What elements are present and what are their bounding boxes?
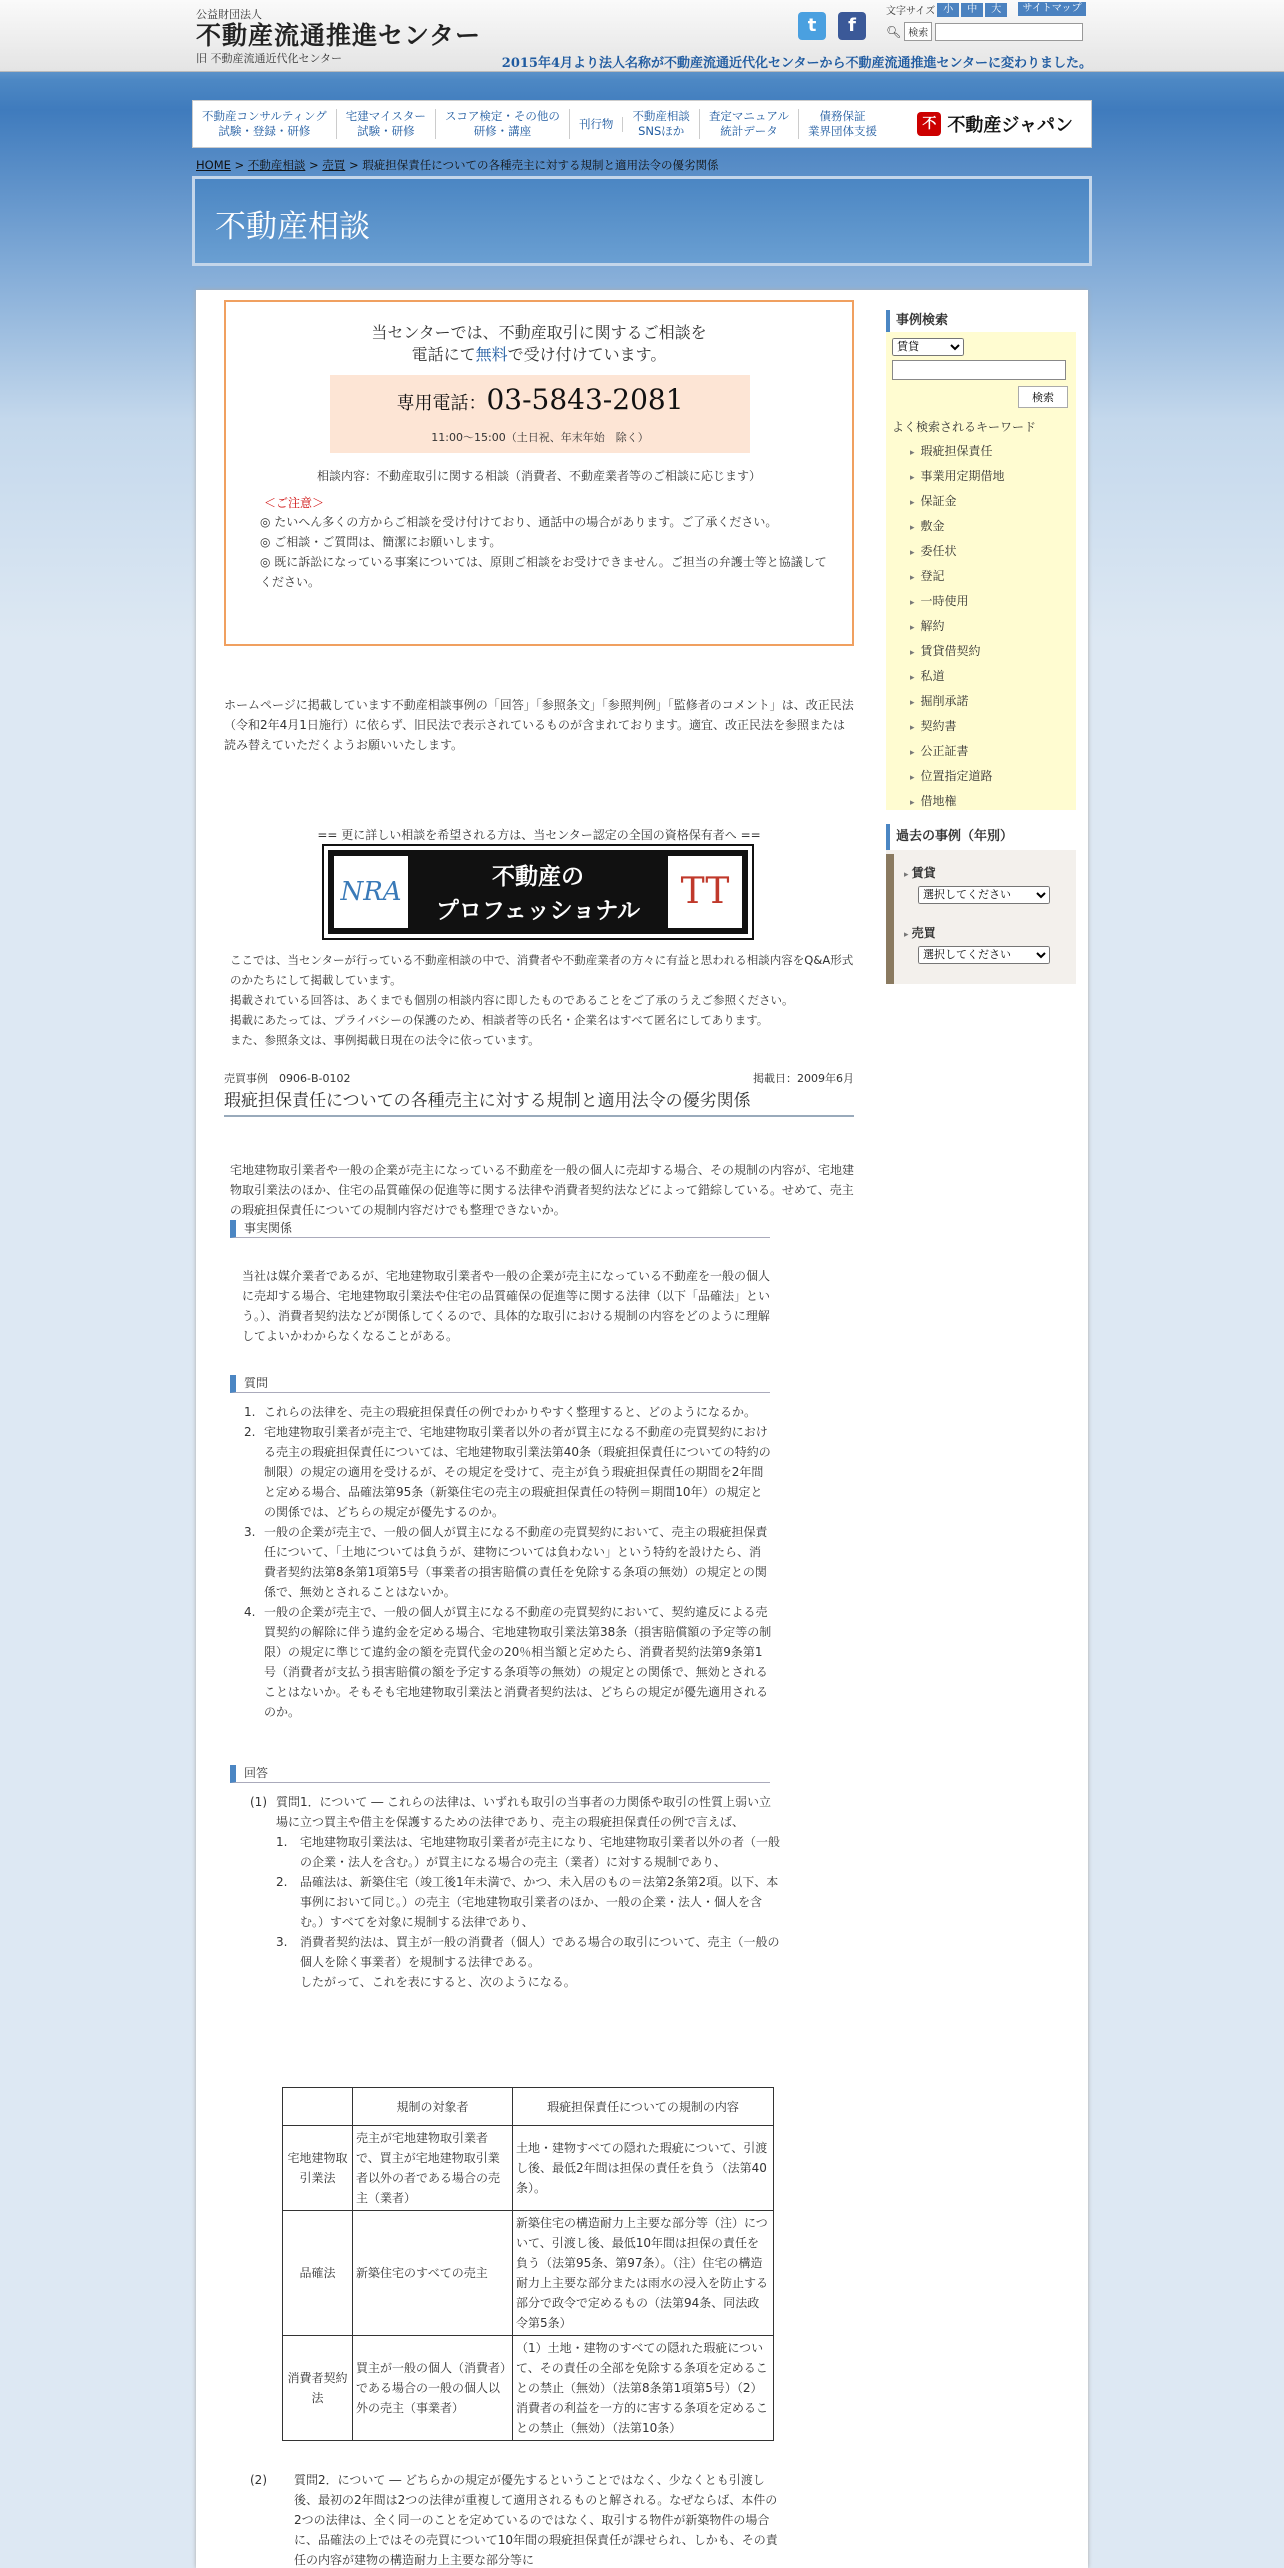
case-lead: 宅地建物取引業者や一般の企業が売主になっている不動産を一般の個人に売却する場合、その規制の内容が、宅地建物取引業法のほか、住宅の品質確保の促進等に関する法律や消費者契約法などによって錯綜している。せめて、売主の瑕疵担保責任についての規制内容だけでも整理できないか。 (230, 1163, 855, 1217)
regulation-table (282, 2087, 774, 2441)
phone-box (330, 375, 750, 453)
call-line2b: で受け付けています。 (507, 345, 667, 364)
section-facts-heading: 事実関係 (230, 1220, 770, 1238)
nra-logo-icon: NRA (334, 856, 408, 928)
table-header-row (283, 2088, 774, 2126)
pro-line1: 不動産の (492, 864, 584, 890)
answer-item: 1. 宅地建物取引業法は、宅地建物取引業者が売主になり、宅地建物取引業者以外の者（一般の企業・法人を含む。）が買主になる場合の売主（業者）に対する規制であり、 (276, 1835, 781, 1869)
question-item: 2. 宅地建物取引業者が売主で、宅地建物取引業者以外の者が買主になる不動産の売買契約における売主の瑕疵担保責任については、宅地建物取引業法第40条（瑕疵担保責任についての特約の制限）の規定の適用を受けるが、その規定を受けて、売主が負う瑕疵担保責任の期間を2年間と定める場合、品確法第95条（新築住宅の売主の瑕疵担保責任の特例＝期間10年）の規定との関係では、どちらの規定が優先するのか。 (244, 1425, 771, 1519)
header-search-button[interactable]: 検索 (904, 22, 932, 41)
desc-line: また、参照条文は、事例掲載日現在の法令に依っています。 (230, 1033, 540, 1047)
font-size-small-button[interactable]: 小 (937, 3, 959, 17)
phone-hours: 11:00〜15:00（土日祝、年末年始 除く） (431, 431, 649, 444)
answer-1 (250, 1792, 780, 1992)
phone-consultation-box (224, 300, 854, 646)
table-cell: 品確法 (283, 2211, 353, 2336)
case-category-select[interactable] (892, 338, 964, 356)
keyword-link[interactable]: ▸ 掘削承諾 (910, 690, 1005, 715)
main-nav (192, 100, 1092, 148)
nav-label: 業界団体支援 (807, 124, 877, 138)
caution-note: ◎ たいへん多くの方からご相談を受け付けており、通話中の場合があります。ご了承ください。 (260, 515, 778, 529)
case-meta (224, 1070, 854, 1086)
answer-1-outro: したがって、これを表にすると、次のようになる。 (300, 1975, 576, 1989)
answer-item: 2. 品確法は、新築住宅（竣工後1年未満で、かつ、未入居のもの＝法第2条第2項。以下、本事例において同じ。）の売主（宅地建物取引業者のほか、一般の企業・法人・個人を含む。）すべてを対象に規制する法律であり、 (276, 1875, 779, 1929)
section-answer-heading: 回答 (230, 1765, 770, 1783)
breadcrumb-current: 瑕疵担保責任についての各種売主に対する規制と適用法令の優劣関係 (362, 158, 719, 172)
question-text: これらの法律を、売主の瑕疵担保責任の例でわかりやすく整理すると、どのようになるか。 (264, 1405, 757, 1419)
keyword-link[interactable]: ▸ 敷金 (910, 515, 1005, 540)
org-logo[interactable] (196, 6, 481, 66)
past-rent-year-select[interactable] (918, 886, 1050, 904)
table-cell: （1）土地・建物のすべての隠れた瑕疵について、その責任の全部を免除する条項を定めることの禁止（無効）（法第8条第1項第5号）（2）消費者の利益を一方的に害する条項を定めることの禁止（無効）（法第10条） (513, 2336, 774, 2441)
nav-label: 試験・登録・研修 (218, 124, 311, 138)
nav-guarantee[interactable] (799, 109, 886, 139)
table-cell: 買主が一般の個人（消費者）である場合の一般の個人以外の売主（事業者） (353, 2336, 513, 2441)
nav-label: SNSほか (638, 124, 685, 138)
table-row (283, 2211, 774, 2336)
nav-label: 刊行物 (578, 116, 614, 131)
font-size-medium-button[interactable]: 中 (961, 3, 983, 17)
case-search-button[interactable]: 検索 (1018, 386, 1068, 408)
case-search-input[interactable] (892, 360, 1066, 380)
breadcrumb-home[interactable]: HOME (196, 158, 231, 172)
phone-line (330, 383, 750, 416)
table-cell: 新築住宅の構造耐力上主要な部分等（注）について、引渡し後、最低10年間は担保の責任を負う（法第95条、第97条）。（注）住宅の構造耐力上主要な部分または雨水の浸入を防止する部分で政令で定めるもの（法第94条、同法政令第5条） (513, 2211, 774, 2336)
answer-1-items (250, 1832, 780, 1972)
question-item: 3. 一般の企業が売主で、一般の個人が買主になる不動産の売買契約において、売主の瑕疵担保責任について、「土地については負うが、建物については負わない」という特約を設けたら、消費者契約法第8条第1項第5号（事業者の損害賠償の責任を免除する条項の無効）の規定との関係で、無効とされることはないか。 (244, 1525, 768, 1599)
case-search-panel (886, 310, 1076, 810)
phone-number[interactable]: 03-5843-2081 (486, 383, 684, 416)
org-name: 不動産流通推進センター (196, 21, 482, 50)
facts-text: 当社は媒介業者であるが、宅地建物取引業者や一般の企業が売主になっている不動産を一般の個人に売却する場合、宅地建物取引業法や住宅の品質確保の促進等に関する法律（以下「品確法」という。）、消費者契約法などが関係してくるので、具体的な取引における規制の内容をどのように理解してよいかわからなくなることがある。 (242, 1269, 771, 1343)
pro-banner-text (410, 860, 666, 928)
pro-line2: プロフェッショナル (435, 898, 641, 924)
keyword-link[interactable]: ▸ 賃貸借契約 (910, 640, 1005, 665)
keyword-link[interactable]: ▸ 一時使用 (910, 590, 1005, 615)
caution-note: ◎ 既に訴訟になっている事案については、原則ご相談をお受けできません。ご担当の弁護士等と協議してください。 (260, 555, 827, 589)
section-question-heading: 質問 (230, 1375, 770, 1393)
header-search-input[interactable] (935, 23, 1083, 41)
answer-number: (1) (250, 1795, 267, 1809)
table-cell: 新築住宅のすべての売主 (353, 2211, 513, 2336)
case-search-title: 事例検索 (886, 310, 1076, 332)
nav-label: 統計データ (720, 124, 778, 138)
keyword-link[interactable]: ▸ 位置指定道路 (910, 765, 1005, 790)
font-size-switcher (886, 2, 1007, 17)
table-cell: 土地・建物すべての隠れた瑕疵について、引渡し後、最低2年間は担保の責任を負う（法第40条）。 (513, 2126, 774, 2211)
nav-label: 試験・研修 (357, 124, 415, 138)
caution-notes (260, 512, 830, 592)
nav-label: 不動産相談 (632, 109, 690, 123)
org-small-label: 公益財団法人 (196, 8, 262, 21)
question-item: 1. これらの法律を、売主の瑕疵担保責任の例でわかりやすく整理すると、どのようになるか。 (244, 1405, 757, 1419)
keyword-link[interactable]: ▸ 解約 (910, 615, 1005, 640)
answer-item: 3. 消費者契約法は、買主が一般の消費者（個人）である場合の取引について、売主（一般の個人を除く事業者）を規制する法律である。 (276, 1935, 780, 1969)
answer-2 (250, 2470, 780, 2568)
nav-label: 研修・講座 (473, 124, 532, 138)
keyword-link[interactable]: ▸ 瑕疵担保責任 (910, 440, 1005, 465)
breadcrumb: HOME > 不動産相談 > 売買 > 瑕疵担保責任についての各種売主に対する規制と適用法令の優劣関係 (196, 158, 719, 172)
past-group-sale: ▸ 売買 (904, 924, 936, 941)
question-text: 一般の企業が売主で、一般の個人が買主になる不動産の売買契約において、契約違反による売買契約の解除に伴う違約金を定める場合、宅地建物取引業法第38条（損害賠償額の予定等の制限）の規定に準じて違約金の額を売買代金の20％相当額と定めたら、消費者契約法第9条第1号（消費者が支払う損害賠償の額を予定する条項等の無効）の規定との関係で、無効とされることはないか。そもそも宅地建物取引業法と消費者契約法は、どちらの規定が優先適用されるのか。 (264, 1605, 772, 1719)
header-search (886, 22, 1083, 41)
page-banner (192, 176, 1092, 266)
desc-line: 掲載されている回答は、あくまでも個別の相談内容に即したものであることをご了承のうえご参照ください。 (230, 993, 794, 1007)
question-item: 4. 一般の企業が売主で、一般の個人が買主になる不動産の売買契約において、契約違反による売買契約の解除に伴う違約金を定める場合、宅地建物取引業法第38条（損害賠償額の予定等の制限）の規定に準じて違約金の額を売買代金の20％相当額と定めたら、消費者契約法第9条第1号（消費者が支払う損害賠償の額を予定する条項等の無効）の規定との関係で、無効とされることはないか。そもそも宅地建物取引業法と消費者契約法は、どちらの規定が優先適用されるのか。 (244, 1605, 772, 1719)
past-cases-panel (886, 824, 1076, 984)
table-header: 瑕疵担保責任についての規制の内容 (513, 2088, 774, 2126)
question-text: 宅地建物取引業者が売主で、宅地建物取引業者以外の者が買主になる不動産の売買契約における売主の瑕疵担保責任については、宅地建物取引業法第40条（瑕疵担保責任についての特約の制限）の規定の適用を受けるが、その規定を受けて、売主が負う瑕疵担保責任の期間を2年間と定める場合、品確法第95条（新築住宅の売主の瑕疵担保責任の特例＝期間10年）の規定との関係では、どちらの規定が優先するのか。 (264, 1425, 771, 1519)
desc-line: 掲載にあたっては、プライバシーの保護のため、相談者等の氏名・企業名はすべて匿名にしてあります。 (230, 1013, 769, 1027)
answer-2-text: 質問2．について ― どちらかの規定が優先するということではなく、少なくとも引渡し後、最初の2年間は2つの法律が重複して適用されるものと解される。なぜならば、本件の2つの法律は、全く同一のことを定めているのではなく、取引する物件が新築物件の場合に、品確法の上ではその売買について10年間の瑕疵担保責任が課せられ、しかも、その責任の内容が建物の構造耐力上主要な部分等に (294, 2473, 778, 2567)
call-line1: 当センターでは、不動産取引に関するご相談を (371, 323, 707, 342)
call-line2a: 電話にて (411, 345, 476, 364)
question-text: 一般の企業が売主で、一般の個人が買主になる不動産の売買契約において、売主の瑕疵担保責任について、「土地については負うが、建物については負わない」という特約を設けたら、消費者契約法第8条第1項第5号（事業者の損害賠償の責任を免除する条項の無効）の規定との関係で、無効とされることはないか。 (264, 1525, 768, 1599)
page-title: 不動産相談 (215, 209, 370, 245)
call-intro (226, 322, 852, 366)
tt-logo-icon: TT (668, 856, 742, 928)
case-title: 瑕疵担保責任についての各種売主に対する規制と適用法令の優劣関係 (224, 1086, 854, 1117)
law-revision-note: ホームページに掲載しています不動産相談事例の「回答」「参照条文」「参照判例」「監修者のコメント」は、改正民法（令和2年4月1日施行）に依らず、旧民法で表示されているものが含まれております。適宜、改正民法を参照または読み替えていただくようお願いいたします。 (224, 698, 854, 752)
case-number: 売買事例 0906-B-0102 (224, 1072, 351, 1085)
table-cell: 消費者契約法 (283, 2336, 353, 2441)
nav-score-test[interactable] (436, 109, 570, 139)
table-header: 規制の対象者 (353, 2088, 513, 2126)
qualified-link-text: == 更に詳しい相談を希望される方は、当センター認定の全国の資格保有者へ == (317, 828, 761, 842)
consult-content: 相談内容：不動産取引に関する相談（消費者、不動産業者等のご相談に応じます） (316, 469, 761, 483)
keyword-link[interactable]: ▸ 事業用定期借地 (910, 465, 1005, 490)
org-old-name: 旧 不動産流通近代化センター (196, 52, 343, 65)
search-icon: 🔍︎ (886, 24, 902, 39)
phone-label: 専用電話： (396, 393, 487, 414)
table-cell: 売主が宅地建物取引業者で、買主が宅地建物取引業者以外の者である場合の売主（業者） (353, 2126, 513, 2211)
brand-label: 不動産ジャパン (947, 115, 1073, 136)
answer-number: (2) (250, 2473, 267, 2487)
table-row (283, 2336, 774, 2441)
nav-label: 査定マニュアル (708, 109, 789, 123)
professional-banner[interactable] (324, 846, 752, 938)
rename-notice: 2015年4月より法人名称が不動産流通近代化センターから不動産流通推進センターに変わりました。 (501, 56, 1092, 71)
past-cases-band (886, 854, 894, 984)
nav-consulting[interactable] (193, 109, 337, 139)
keywords-title: よく検索されるキーワード (892, 420, 1037, 434)
content-panel (196, 290, 1088, 2568)
sitemap-button[interactable]: サイトマップ (1018, 2, 1086, 16)
caution-label: ＜ご注意＞ (264, 496, 325, 510)
nav-manual[interactable] (700, 109, 799, 139)
past-cases-title: 過去の事例（年別） (886, 824, 1076, 850)
nav-label: 宅建マイスター (345, 109, 426, 123)
fudosan-japan-logo-icon: 不 (917, 112, 941, 136)
fudosan-japan-link[interactable] (917, 111, 1073, 137)
breadcrumb-consultation[interactable]: 不動産相談 (247, 158, 306, 172)
answer-item-text: 品確法は、新築住宅（竣工後1年未満で、かつ、未入居のもの＝法第2条第2項。以下、本事例において同じ。）の売主（宅地建物取引業者のほか、一般の企業・法人・個人を含む。）すべてを対象に規制する法律であり、 (300, 1875, 779, 1929)
keyword-link[interactable]: ▸ 公正証書 (910, 740, 1005, 765)
breadcrumb-sale[interactable]: 売買 (322, 158, 346, 172)
font-size-label: 文字サイズ (886, 6, 936, 17)
facebook-icon[interactable]: f (838, 12, 866, 40)
table-row (283, 2126, 774, 2211)
keyword-link[interactable]: ▸ 委任状 (910, 540, 1005, 565)
past-group-rent: ▸ 賃貸 (904, 864, 936, 881)
call-line2 (226, 344, 852, 366)
keyword-list (910, 440, 1005, 815)
question-list (242, 1402, 772, 1722)
table-cell: 宅地建物取引業法 (283, 2126, 353, 2211)
desc-line: ここでは、当センターが行っている不動産相談の中で、消費者や不動産業者の方々に有益と思われる相談内容をQ&A形式のかたちにして掲載しています。 (230, 953, 854, 987)
nav-label: 債務保証 (819, 109, 866, 123)
answer-item-text: 消費者契約法は、買主が一般の消費者（個人）である場合の取引について、売主（一般の個人を除く事業者）を規制する法律である。 (300, 1935, 780, 1969)
case-date: 掲載日：2009年6月 (753, 1072, 854, 1085)
keyword-link[interactable]: ▸ 借地権 (910, 790, 1005, 815)
nav-label: 不動産コンサルティング (202, 109, 327, 123)
nav-publications[interactable] (570, 117, 624, 132)
keyword-link[interactable]: ▸ 私道 (910, 665, 1005, 690)
nav-consultation[interactable] (623, 109, 700, 139)
past-sale-year-select[interactable] (918, 946, 1050, 964)
keyword-link[interactable]: ▸ 保証金 (910, 490, 1005, 515)
free-label: 無料 (475, 345, 508, 364)
caution-note: ◎ ご相談・ご質問は、簡潔にお願いします。 (260, 535, 502, 549)
font-size-large-button[interactable]: 大 (985, 3, 1007, 17)
nav-meister[interactable] (337, 109, 436, 139)
keyword-link[interactable]: ▸ 登記 (910, 565, 1005, 590)
nav-label: スコア検定・その他の (444, 109, 560, 123)
answer-item-text: 宅地建物取引業法は、宅地建物取引業者が売主になり、宅地建物取引業者以外の者（一般の企業・法人を含む。）が買主になる場合の売主（業者）に対する規制であり、 (300, 1835, 781, 1869)
table-header (283, 2088, 353, 2126)
twitter-icon[interactable]: t (798, 12, 826, 40)
keyword-link[interactable]: ▸ 契約書 (910, 715, 1005, 740)
answer-1-intro: 質問1．について ― これらの法律は、いずれも取引の当事者の力関係や取引の性質上弱い立場に立つ買主や借主を保護するための法律であり、売主の瑕疵担保責任の例で言えば、 (276, 1795, 772, 1829)
qa-description (230, 950, 854, 1050)
